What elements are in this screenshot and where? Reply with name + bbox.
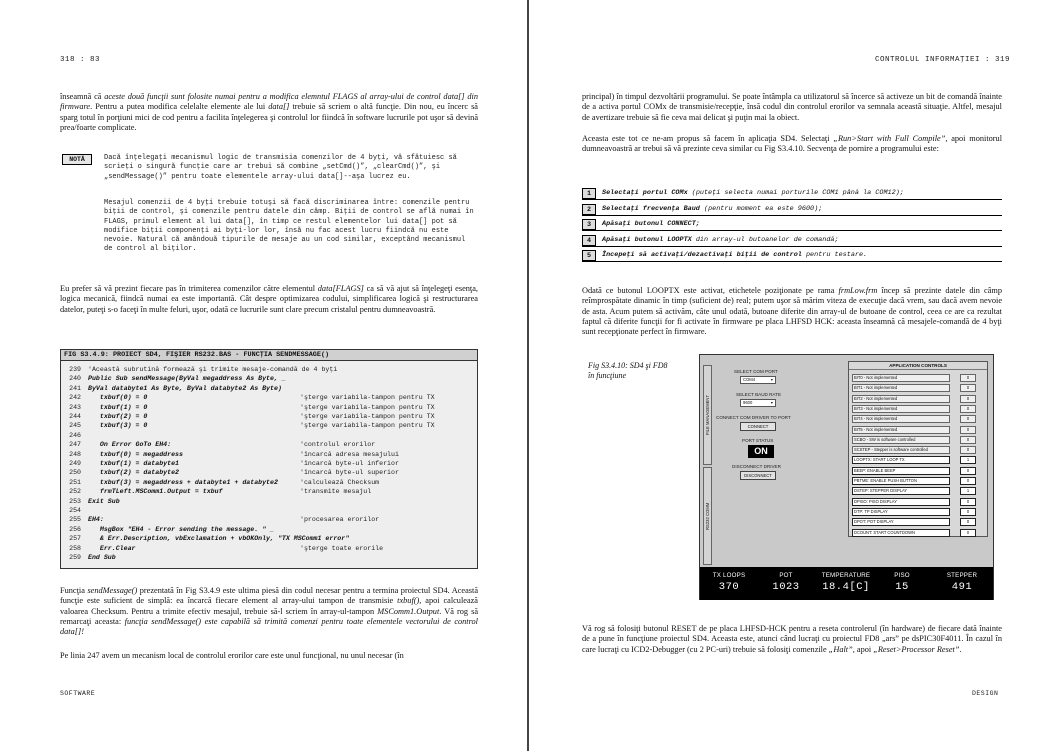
control-row [852,518,986,526]
status-label: TEMPERATURE [821,572,871,579]
control-value: 0 [960,405,976,413]
code-line-number: 243 [69,403,81,411]
code-comment: 'încarcă byte-ul superior [300,469,399,477]
step-text [602,188,904,199]
code-statement: Err.Clear [88,544,136,552]
step-number: 2 [582,204,596,215]
code-statement: txbuf(2) = 0 [88,413,148,420]
code-statement: txbuf(3) = megaddress + databyte1 + databyte2 [88,478,278,486]
step-number: 4 [582,235,596,246]
code-line [62,497,476,506]
control-row [852,384,986,392]
status-readout [764,572,808,593]
step-detail: pentru testare. [801,251,868,260]
control-button[interactable]: SCSTEP - Stepper is software controlled [852,446,950,454]
code-comment: 'şterge variabila-tampon pentru TX [300,422,435,430]
control-value: 0 [960,436,976,444]
control-button[interactable]: LOOPTX: START LOOP TX [852,456,950,464]
code-statement: txbuf(2) = databyte2 [88,469,180,477]
com-port-select[interactable]: COM4 ▾ [740,376,776,384]
control-row [852,446,986,454]
step-rule [582,215,1002,216]
page-header-left: 318 : 83 [60,56,101,64]
control-value: 0 [960,395,976,403]
code-line-number: 245 [69,422,81,430]
note-label: NOTĂ [62,154,92,165]
control-row [852,456,986,464]
left-paragraph-3: Funcţia sendMessage() prezentată în Fig S3.4.9 este ultima piesă din codul necesar pentru a termina proiectul SD4. Această funcţie este suficient de simplă: ea încarcă fiecare element al array-ului tampon de transmisie txbuf(), apoi calculează valoarea Checksum. Pentru a trimite efectiv mesajul, trebuie să-l scriem în array-ul-tampon MSComm1.Output. Vă rog să remarcaţi aceasta: funcţia sendMessage() este capabilă să trimită comenzi pentru toate elementele vectorului de control data[]! [60,586,479,637]
status-value: 18.4[C] [822,581,870,593]
code-statement: txbuf(3) = 0 [88,422,148,430]
control-value: 0 [960,508,976,516]
control-button[interactable]: BIT1 - Not implemented [852,384,950,392]
page-footer-left: SOFTWARE [60,690,96,697]
code-comment: 'şterge variabila-tampon pentru TX [300,394,435,402]
control-row [852,529,986,537]
status-readout [882,572,922,593]
code-statement: txbuf(1) = 0 [88,403,148,411]
code-statement: ByVal databyte1 As Byte, ByVal databyte2 As Byte) [88,384,282,392]
note-paragraph-2: Mesajul comenzii de 4 byţi trebuie totuşi să facă discriminarea între: comenzile pentru biţii de control, şi comenzile pentru datele din câmp. Biţii de control se află numai în FLAGS, primul element al lui data[], în timp ce restul elementelor lui data[] pot să modifice biţii componenţi ai byţi-lor lor, însă nu fac acest lucru fiindcă nu este nevoie. Natural că amândouă tipurile de mesaje au un cod similar, exceptând mecanismul de control al biţilor. [104,199,474,254]
step-item [582,235,1002,246]
select-port-label: SELECT COM PORT [734,369,778,374]
code-line-number: 255 [69,516,81,524]
status-value: 15 [895,581,909,593]
step-item [582,250,1002,261]
code-comment: 'şterge variabila-tampon pentru TX [300,413,435,420]
chevron-down-icon: ▾ [770,377,773,382]
code-statement: On Error GoTo EH4: [88,441,172,449]
step-item [582,219,1002,230]
right-paragraph-1: principal) în timpul dezvoltării programului. Se poate întâmpla ca utilizatorul să încerce să activeze un bit de comandă înainte de a activa portul COMx de transmisie/recepţie, însă codul din controlul erorilor va semnala această situaţie. Altfel, mesajul de avertizare trebuie să fie ceva mai delicat şi puţin mai la obiect. [582,92,1002,122]
code-line-number: 254 [69,507,81,514]
control-value: 0 [960,415,976,423]
chevron-down-icon: ▾ [770,400,773,405]
right-paragraph-4: Vă rog să folosiţi butonul RESET de pe placa LHFSD-HCK pentru a reseta controlerul (în hardware) de fiecare dată înainte de a pune în funcţiune proiectul SD4. Aceasta este, atunci când lucraţi cu proiectul FD8 „ars” pe dsPIC30F4011. În cazul în care lucraţi cu ICD2-Debugger (cu 2 PC-uri) trebuie să folosiţi comenzile „Halt”, apoi „Reset>Processor Reset”. [582,624,1002,654]
step-item [582,188,1002,199]
control-value: 0 [960,446,976,454]
step-bold: Apăsaţi butonul CONNECT; [602,220,700,229]
step-number: 3 [582,219,596,230]
code-line [62,506,476,515]
code-line [62,384,476,393]
code-comment: 'încarcă byte-ul inferior [300,460,399,467]
code-line [62,544,476,553]
code-line [62,459,476,468]
control-button[interactable]: BIT3 - Not implemented [852,405,950,413]
code-line [62,365,476,374]
control-row [852,467,986,475]
control-value: 1 [960,487,976,495]
left-paragraph-4: Pe linia 247 avem un mecanism local de controlul erorilor care este unul funcţional, nu unul necesar (în [60,651,404,660]
connect-label: CONNECT COM DRIVER TO PORT [716,415,791,420]
code-comment: 'şterge variabila-tampon pentru TX [300,403,435,411]
code-line-number: 249 [69,460,81,467]
step-detail: din array-ul butoanelor de comandă; [691,235,839,244]
code-statement: txbuf(1) = databyte1 [88,460,180,467]
code-line [62,525,476,534]
status-readout [702,572,756,593]
note-paragraph-1: Dacă înţelegaţi mecanismul logic de transmisia comenzilor de 4 byţi, vă sfătuiesc să scrieţi o singură funcţie care ar trebui să combine „setCmd()”, „clearCmd()”, şi „sendMessage()” pentru toate elementele array-ului data[]--aşa lucrez eu. [104,154,457,181]
right-paragraph-2: Aceasta este tot ce ne-am propus să facem în aplicaţia SD4. Selectaţi „Run>Start with Full Compile”, apoi monitorul dumneavoastră ar trebui să vă prezinte ceva similar cu Fig S3.4.10. Secvenţa de pornire a programului este: [582,134,1002,154]
code-comment: 'controlul erorilor [300,441,376,449]
baud-rate-select[interactable]: 9600 ▾ [740,399,776,407]
step-rule [582,230,1002,231]
code-line-number: 242 [69,394,81,402]
step-detail: (pentru moment ea este 9600); [699,204,823,213]
code-line-number: 257 [69,535,81,543]
code-comment: 'calculează Checksum [300,478,380,486]
status-readout [936,572,988,593]
step-bold: Apăsaţi butonul LOOPTX [602,235,692,244]
code-comment: 'şterge toate erorile [300,544,384,552]
tab-rs232-comm[interactable]: RS232 COMM [703,467,712,565]
code-statement: txbuf(0) = 0 [88,394,148,402]
code-comment: 'transmite mesajul [300,488,372,496]
status-label: PISO [894,572,910,579]
right-paragraph-3: Odată ce butonul LOOPTX este activat, etichetele poziţionate pe rama frmLow.frm încep să prezinte datele din câmp reîmprospătate dinamic în timp (suficient de) real; putem uşor să mărim viteza de execuţie dacă vrem, sau dacă avem nevoie de asta. Acum putem să activăm, câte unul odată, butoane diferite din array-ul de butoane de control, ceea ce are ca rezultat faptul că diferite funcţii for fi activate în firmware pe placa LHFSD HCK: aceasta înseamnă că mesajele-comandă de 4 byţi sunt recepţionate perfect în firmware. [582,286,1002,337]
step-rule [582,246,1002,247]
control-value: 0 [960,384,976,392]
code-line [62,393,476,402]
control-button[interactable]: DPOT: POT DISPLAY [852,518,950,526]
tab-file-management[interactable]: FILE MANAGEMENT [703,365,712,465]
code-line [62,534,476,543]
control-button[interactable]: DTP: TP DISPLAY [852,508,950,516]
code-line [62,412,476,421]
status-label: STEPPER [946,572,978,579]
control-row [852,487,986,495]
status-value: 491 [951,581,973,593]
application-controls-panel [848,361,988,537]
code-listing [60,349,478,569]
control-row [852,436,986,444]
control-row [852,374,986,382]
code-comment: 'încarcă adresa mesajului [300,450,399,458]
control-button[interactable]: BIT5 - Not implemented [852,426,950,434]
code-line-number: 259 [69,554,81,561]
step-bold: Selectaţi portul COMx [602,189,688,197]
code-line-number: 247 [69,441,81,449]
control-button[interactable]: SCBO - SW is software controlled [852,436,950,444]
code-line [62,403,476,412]
port-status-indicator: ON [748,445,774,458]
step-detail: (puteţi selecta numai porturile COM1 până la COM12); [687,189,904,197]
code-listing-title: FIG S3.4.9: PROIECT SD4, FIŞIER RS232.BAS - FUNCŢIA SENDMESSAGE() [61,350,477,361]
step-rule [582,199,1002,200]
code-line [62,450,476,459]
code-line [62,478,476,487]
control-button[interactable]: BIT0 - Not implemented [852,374,950,382]
code-comment: 'procesarea erorilor [300,516,380,524]
step-text [602,250,867,261]
control-button[interactable]: BIT2 - Not implemented [852,395,950,403]
port-status-label: PORT STATUS [742,438,774,443]
control-value: 0 [960,426,976,434]
step-text [602,204,822,215]
control-row [852,405,986,413]
disconnect-label: DISCONNECT DRIVER [732,464,781,469]
status-label: TX LOOPS [712,572,746,579]
left-page [0,0,528,751]
code-line [62,374,476,383]
code-line-number: 241 [69,384,81,392]
code-listing-body [62,365,476,565]
code-statement: End Sub [88,554,116,561]
code-line-number: 246 [69,431,81,439]
status-readout [816,572,876,593]
code-statement: Public Sub sendMessage(ByVal megaddress As Byte, _ [88,375,286,383]
code-line-number: 240 [69,375,81,383]
control-value: 0 [960,498,976,506]
step-bold: Începeţi să activaţi/dezactivaţi biţii de control [602,251,802,260]
status-label: POT [779,572,793,579]
control-value: 0 [960,374,976,382]
control-row [852,498,986,506]
status-value: 370 [718,581,740,593]
control-value: 0 [960,529,976,537]
page-header-right: CONTROLUL INFORMAŢIEI : 319 [875,56,1011,64]
code-statement: & Err.Description, vbExclamation + vbOKOnly, "TX MSComm1 error" [88,535,350,543]
control-row [852,426,986,434]
code-line [62,515,476,524]
control-row [852,508,986,516]
control-row [852,477,986,485]
code-statement: EH4: [88,516,104,524]
control-button[interactable]: DPISO: PISO DISPLAY [852,498,950,506]
code-line-number: 244 [69,413,81,420]
code-line-number: 248 [69,450,81,458]
code-line-number: 239 [69,366,81,373]
code-line [62,421,476,430]
application-controls-title: APPLICATION CONTROLS [849,362,987,370]
control-button[interactable]: DCOUNT: START COUNTDOWN [852,529,950,537]
code-line [62,431,476,440]
step-bold: Selectaţi frecvenţa Baud [602,204,700,213]
step-text [602,235,839,246]
code-line [62,553,476,562]
step-rule [582,261,1002,262]
left-paragraph-2: Eu prefer să vă prezint fiecare pas în trimiterea comenzilor către elementul data[FLAGS] ca să vă ajut să înţelegeţi esenţa, logica mecanică, fiindcă numai ea este importantă. Cât despre optimizarea codului, simplificarea logică şi restructurarea datelor, puteţi s-o faceţi în multe feluri, uşor, odată ce lucrurile sunt clare precum cristalul pentru dumneavoastră. [60,284,478,314]
control-button[interactable]: BIT4 - Not implemented [852,415,950,423]
control-value: 0 [960,518,976,526]
status-bar [700,567,993,600]
code-statement: MsgBox "EH4 - Error sending the message. " _ [88,525,274,533]
code-line-number: 253 [69,497,81,505]
control-row [852,415,986,423]
connect-button[interactable]: CONNECT [740,422,776,431]
control-button[interactable]: BEEP: ENABLE BEEP [852,467,950,475]
code-line-number: 258 [69,544,81,552]
step-text [602,219,700,230]
select-baud-label: SELECT BAUD RATE [736,392,782,397]
left-paragraph-1: înseamnă că aceste două funcţii sunt folosite numai pentru a modifica elemntul FLAGS al array-ului de control data[] din firmware. Pentru a putea modifica celelalte elemente ale lui data[] trebuie să scriem o altă funcţie. Din nou, eu încerc să sparg totul în porţiuni mici de cod pentru a facilita înţelegerea şi controlul lor fiindcă în software lucrurile pot uşor să devină prea/foarte complicate. [60,92,478,132]
page-footer-right: DESIGN [972,690,999,697]
status-value: 1023 [772,581,800,593]
control-value: 0 [960,477,976,485]
figure-caption: Fig S3.4.10: SD4 şi FD8 în funcţiune [588,361,668,380]
code-line [62,487,476,496]
code-line-number: 256 [69,525,81,533]
code-line-number: 250 [69,469,81,477]
disconnect-button[interactable]: DISCONNECT [740,471,776,480]
control-button[interactable]: PBTME: ENABLE PUSH BUTTON [852,477,950,485]
step-number: 1 [582,188,596,199]
control-row [852,395,986,403]
code-statement: Exit Sub [88,497,120,505]
step-number: 5 [582,250,596,261]
code-line [62,468,476,477]
code-comment: 'Această subrutină formează şi trimite mesaje-comandă de 4 byţi [88,366,338,373]
code-statement: txbuf(0) = megaddress [88,450,183,458]
step-item [582,204,1002,215]
code-line-number: 251 [69,478,81,486]
code-line [62,440,476,449]
code-line-number: 252 [69,488,81,496]
app-screenshot [699,354,994,600]
control-value: 0 [960,467,976,475]
control-button[interactable]: DSTEP: STEPPER DISPLAY [852,487,950,495]
code-statement: frmTLeft.MSComm1.Output = txbuf [88,488,223,496]
control-value: 1 [960,456,976,464]
